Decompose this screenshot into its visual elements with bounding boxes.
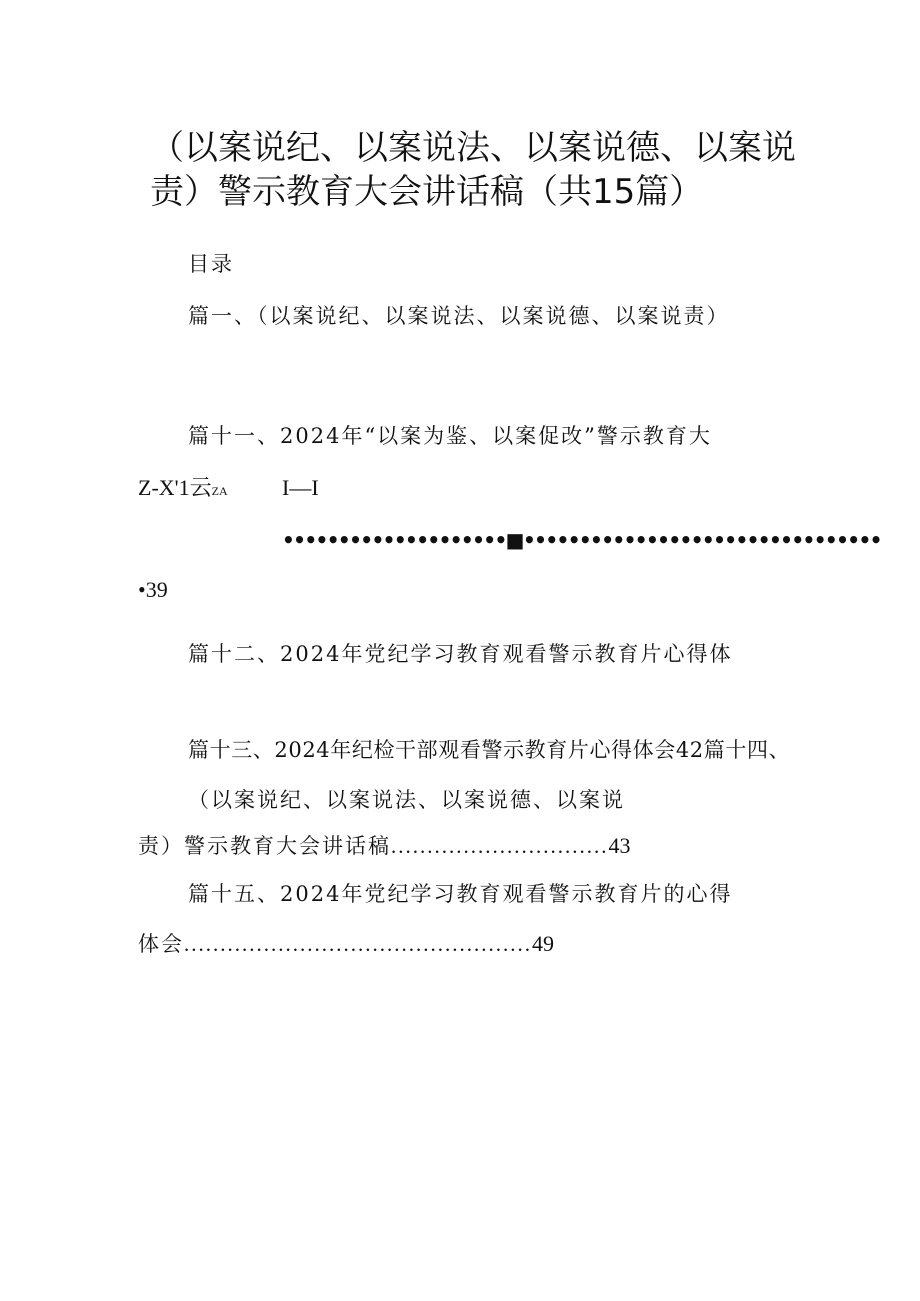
toc-entry-14-line-2 [138, 832, 631, 860]
toc-entry-15-leader: ................................................ [184, 932, 532, 956]
toc-entry-15-label: 体会 [138, 932, 184, 956]
toc-entry-1: 篇一、（以案说纪、以案说法、以案说德、以案说责） [188, 304, 730, 328]
toc-entry-15-page: 49 [532, 931, 554, 956]
toc-entry-15-line-1: 篇十五、2024年党纪学习教育观看警示教育片的心得 [188, 882, 733, 906]
dot-leader-row: ••••••••••••••••••••■•••••••••••••••••••••••••••••••• [282, 528, 881, 552]
toc-entry-12: 篇十二、2024年党纪学习教育观看警示教育片心得体 [188, 642, 733, 666]
garbled-mark: I—I [282, 475, 319, 500]
garbled-subscript: ZA [211, 484, 228, 498]
toc-entry-11: 篇十一、2024年“以案为鉴、以案促改”警示教育大 [188, 424, 712, 448]
toc-entry-11-page: •39 [138, 577, 168, 602]
toc-entry-14-leader: .............................. [391, 834, 609, 858]
garbled-text: Z-X'1云 [138, 475, 212, 500]
toc-entry-14-label: 责）警示教育大会讲话稿 [138, 834, 391, 858]
toc-entry-11-continuation [138, 474, 228, 505]
toc-entry-13: 篇十三、2024年纪检干部观看警示教育片心得体会42篇十四、 [188, 738, 791, 762]
toc-entry-14-line-1: （以案说纪、以案说法、以案说德、以案说 [188, 788, 625, 812]
document-title-line-2: 责）警示教育大会讲话稿（共15篇） [150, 172, 704, 212]
toc-heading: 目录 [188, 252, 234, 276]
toc-entry-14-page: 43 [608, 833, 631, 858]
document-title-line-1: （以案说纪、以案说法、以案说德、以案说 [150, 128, 796, 168]
toc-entry-15-line-2 [138, 930, 554, 958]
